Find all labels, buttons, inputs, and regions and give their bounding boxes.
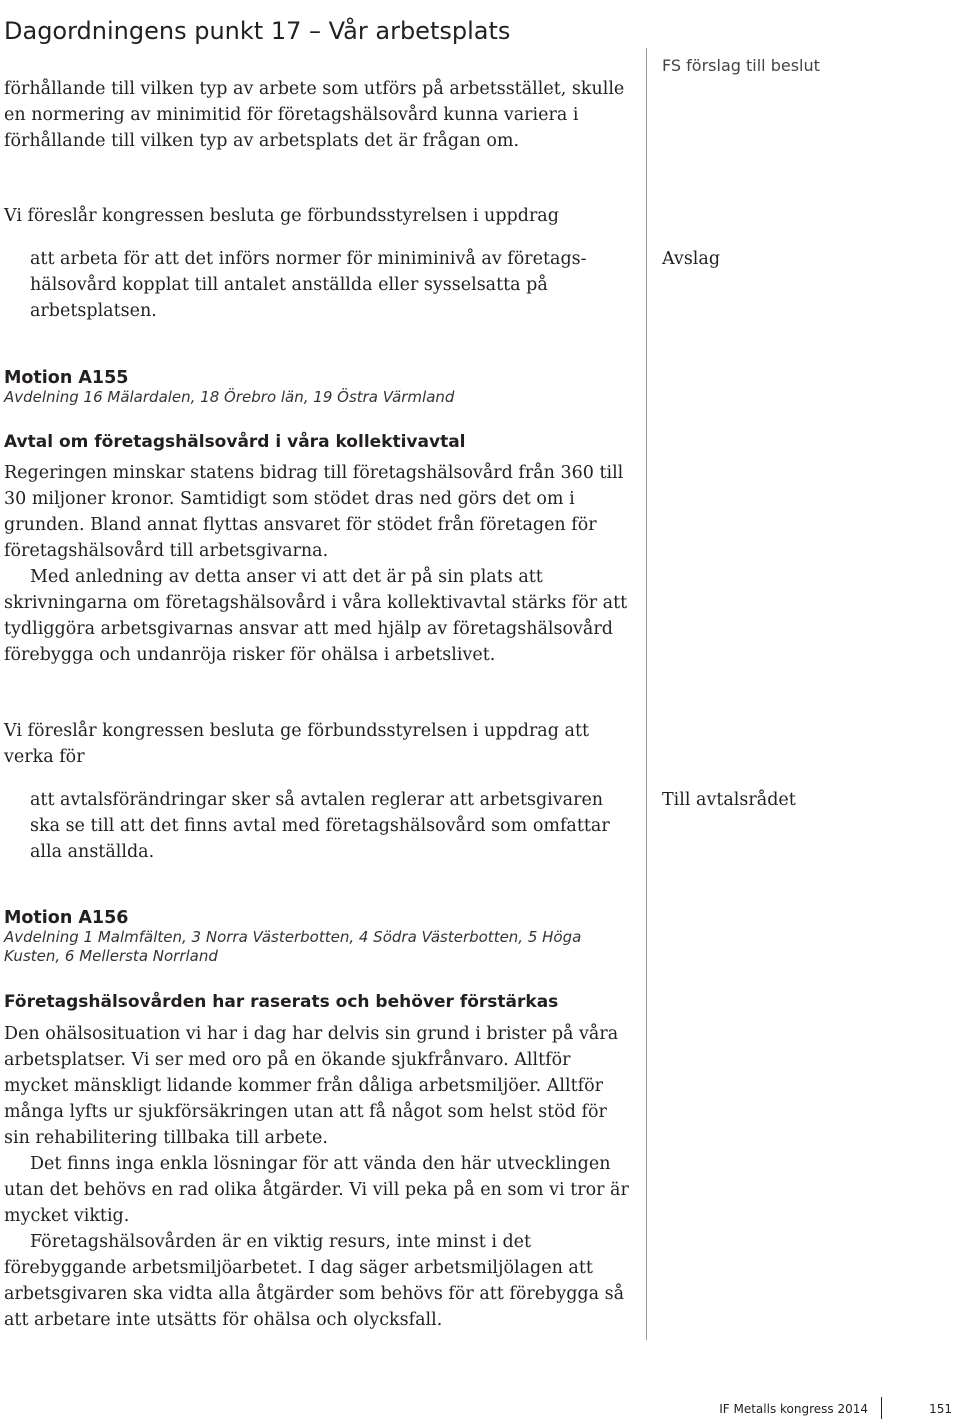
motion-a156-heading: Företagshälsovården har raserats och behöver förstärkas [4,992,559,1012]
decision-2: Till avtalsrådet [662,790,796,810]
att-clause-2: att avtalsförändringar sker så avtalen reglerar att arbetsgivaren ska se till att det finns avtal med företagshälsovård som omfattar alla anställda. [30,790,610,862]
motion-a156-paragraph-2: Det finns inga enkla lösningar för att vända den här utvecklingen utan det behövs en rad olika åtgärder. Vi vill peka på en som vi tror är mycket viktig. [4,1154,629,1226]
page-number: 151 [929,1402,952,1416]
motion-a155-paragraph-1: Regeringen minskar statens bidrag till företagshälsovård från 360 till 30 miljoner kronor. Samtidigt som stödet dras ned görs det om i grunden. Bland annat flyttas ansvaret för stödet från företagen för företagshälsovård till arbetsgivarna. [4,463,624,561]
proposal-intro-1: Vi föreslår kongressen besluta ge förbundsstyrelsen i uppdrag [4,206,559,226]
continuation-paragraph [4,76,634,154]
proposal-intro-2: Vi föreslår kongressen besluta ge förbundsstyrelsen i uppdrag att verka för [4,721,590,767]
column-divider [646,48,647,1340]
motion-a155-title: Motion A155 [4,368,129,388]
decision-1: Avslag [662,249,721,269]
footer-publication-label: IF Metalls kongress 2014 [719,1402,868,1416]
motion-a155-body [4,460,634,668]
fs-proposal-header: FS förslag till beslut [662,56,820,75]
page-title: Dagordningens punkt 17 – Vår arbetsplats [4,17,511,46]
motion-a155-subtitle: Avdelning 16 Mälardalen, 18 Örebro län, 19 Östra Värmland [4,388,455,406]
att-clause-1: att arbeta för att det införs normer för miniminivå av företagshälsovård kopplat till antalet anställda eller sysselsatta på arbetsplatsen. [30,249,587,321]
motion-a155-heading: Avtal om företagshälsovård i våra kollektivavtal [4,432,466,452]
motion-a156-subtitle: Avdelning 1 Malmfälten, 3 Norra Västerbotten, 4 Södra Västerbotten, 5 Höga Kusten, 6 Mellersta Norrland [4,928,582,965]
continuation-text: förhållande till vilken typ av arbete som utförs på arbetsstället, skulle en normering av minimitid för företagshälsovård kunna variera i förhållande till vilken typ av arbetsplats det är frågan om. [4,79,625,151]
footer-divider [881,1397,882,1419]
motion-a156-body [4,1021,634,1333]
motion-a155-paragraph-2: Med anledning av detta anser vi att det är på sin plats att skrivningarna om företagshälsovård i våra kollektivavtal stärks för att tydliggöra arbetsgivarnas ansvar att med hjälp av företagshälsovård förebygga och undanröja risker för ohälsa i arbetslivet. [4,567,628,665]
motion-a156-paragraph-3: Företagshälsovården är en viktig resurs, inte minst i det förebyggande arbetsmiljöarbetet. I dag säger arbetsmiljölagen att arbetsgivaren ska vidta alla åtgärder som behövs för att förebygga så att arbetare inte utsätts för ohälsa och olycksfall. [4,1232,625,1330]
motion-a156-paragraph-1: Den ohälsosituation vi har i dag har delvis sin grund i brister på våra arbetsplatser. Vi ser med oro på en ökande sjukfrånvaro. Alltför mycket mänskligt lidande kommer från dåliga arbetsmiljöer. Alltför många lyfts ur sjukförsäkringen utan att få något som helst stöd för sin rehabilitering tillbaka till arbete. [4,1024,619,1148]
motion-a156-title: Motion A156 [4,908,129,928]
